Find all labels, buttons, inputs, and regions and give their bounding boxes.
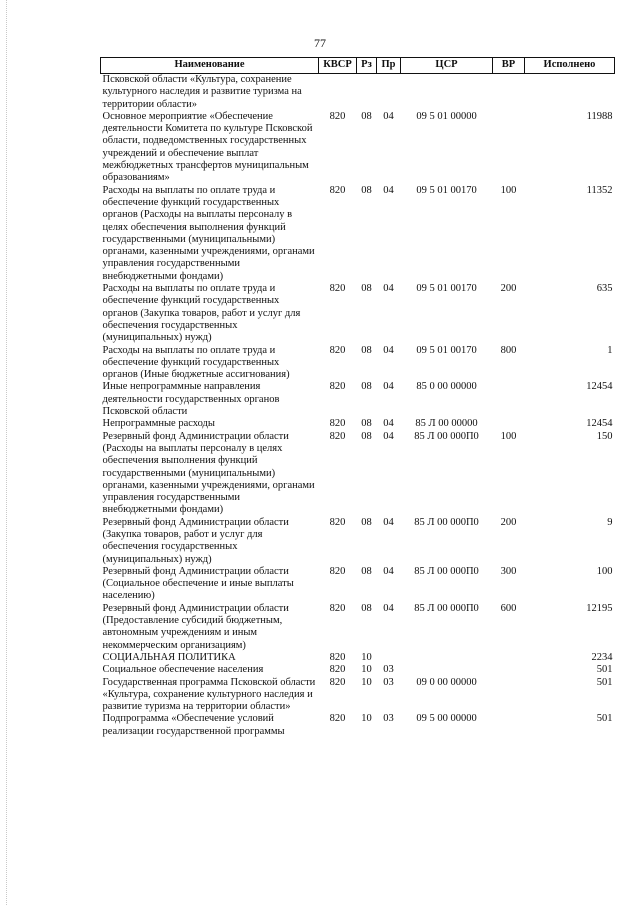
cell-pr: 04 — [383, 565, 394, 577]
cell-csr: 09 5 00 00000 — [416, 713, 477, 725]
cell-rz: 10 — [361, 664, 372, 676]
cell-csr: 09 5 01 00170 — [416, 184, 477, 196]
cell-kvsr: 820 — [329, 651, 346, 663]
cell-csr: 85 Л 00 000П0 — [414, 516, 479, 528]
cell-vr — [493, 74, 525, 111]
cell-rz: 08 — [361, 516, 372, 528]
cell-name: Социальное обеспечение населения — [102, 664, 264, 676]
cell-name: Расходы на выплаты по оплате труда и обеспечение функций государственных органов (Расходы на выплаты персоналу в целях обеспечения выполнения функций государственными (муниципальными) органами, казенными учреждениями, органами управления государственными внебюджетными фондами) — [102, 184, 315, 282]
cell-name: Резервный фонд Администрации области (Социальное обеспечение и иные выплаты населению) — [102, 565, 294, 602]
cell-csr: 85 Л 00 000П0 — [414, 602, 479, 614]
cell-csr: 85 Л 00 000П0 — [414, 430, 479, 442]
cell-pr: 04 — [383, 430, 394, 442]
cell-done: 12195 — [586, 602, 613, 614]
cell-name: Резервный фонд Администрации области (Предоставление субсидий бюджетным, автономным учреждениям и иным некоммерческим организациям) — [102, 602, 289, 651]
header-kvsr: КВСР — [319, 58, 357, 74]
cell-done: 100 — [596, 565, 613, 577]
cell-vr: 100 — [500, 430, 517, 442]
table-row — [101, 677, 615, 714]
table-row — [101, 652, 615, 664]
cell-csr — [401, 652, 493, 664]
cell-done: 635 — [596, 283, 613, 295]
cell-name: Расходы на выплаты по оплате труда и обеспечение функций государственных органов (Иные бюджетные ассигнования) — [102, 344, 290, 381]
cell-rz: 10 — [361, 676, 372, 688]
cell-kvsr: 820 — [329, 516, 346, 528]
cell-csr: 85 Л 00 000П0 — [414, 565, 479, 577]
cell-vr: 300 — [500, 565, 517, 577]
cell-pr: 04 — [383, 344, 394, 356]
cell-pr: 03 — [383, 676, 394, 688]
cell-done — [525, 74, 615, 111]
cell-vr — [493, 677, 525, 714]
table-row — [101, 74, 615, 111]
cell-rz: 08 — [361, 184, 372, 196]
cell-rz — [357, 74, 377, 111]
cell-name: Иные непрограммные направления деятельности государственных органов Псковской области — [102, 381, 280, 418]
cell-done: 501 — [596, 664, 613, 676]
table-row — [101, 566, 615, 603]
header-rz: Рз — [357, 58, 377, 74]
cell-kvsr: 820 — [329, 184, 346, 196]
cell-rz: 08 — [361, 565, 372, 577]
cell-done: 501 — [596, 713, 613, 725]
budget-table — [100, 57, 615, 738]
cell-csr: 09 5 01 00000 — [416, 110, 477, 122]
cell-kvsr: 820 — [329, 602, 346, 614]
cell-done: 11352 — [586, 184, 613, 196]
cell-kvsr: 820 — [329, 418, 346, 430]
cell-done: 501 — [596, 676, 613, 688]
cell-done: 2234 — [591, 651, 613, 663]
cell-vr — [493, 111, 525, 185]
cell-rz: 08 — [361, 110, 372, 122]
table-row — [101, 517, 615, 566]
cell-done: 11988 — [586, 110, 613, 122]
cell-vr: 600 — [500, 602, 517, 614]
cell-csr: 09 5 01 00170 — [416, 283, 477, 295]
cell-vr: 800 — [500, 344, 517, 356]
cell-vr: 200 — [500, 283, 517, 295]
cell-kvsr: 820 — [329, 110, 346, 122]
cell-kvsr: 820 — [329, 344, 346, 356]
page-number: 77 — [314, 36, 326, 50]
cell-name: Расходы на выплаты по оплате труда и обеспечение функций государственных органов (Закупка товаров, работ и услуг для обеспечения государственных (муниципальных) нужд) — [102, 283, 301, 344]
table-row — [101, 713, 615, 738]
cell-done: 1 — [607, 344, 613, 356]
cell-csr — [401, 74, 493, 111]
cell-vr — [493, 381, 525, 418]
table-row — [101, 418, 615, 430]
table-row — [101, 111, 615, 185]
cell-done: 150 — [596, 430, 613, 442]
cell-rz: 10 — [361, 713, 372, 725]
table-row — [101, 431, 615, 517]
cell-vr — [493, 713, 525, 738]
cell-pr: 04 — [383, 283, 394, 295]
cell-name: Государственная программа Псковской области «Культура, сохранение культурного наследия и развитие туризма на территории области» — [102, 676, 316, 713]
cell-rz: 08 — [361, 344, 372, 356]
cell-vr — [493, 418, 525, 430]
table-row — [101, 345, 615, 382]
cell-name: Непрограммные расходы — [102, 418, 215, 430]
header-name: Наименование — [101, 58, 319, 74]
cell-vr — [493, 664, 525, 676]
cell-vr — [493, 652, 525, 664]
cell-done: 12454 — [586, 418, 613, 430]
header-done: Исполнено — [525, 58, 615, 74]
cell-kvsr: 820 — [329, 676, 346, 688]
cell-csr: 09 5 01 00170 — [416, 344, 477, 356]
cell-kvsr: 820 — [329, 283, 346, 295]
cell-pr: 04 — [383, 418, 394, 430]
cell-csr: 85 0 00 00000 — [416, 381, 477, 393]
cell-kvsr — [319, 74, 357, 111]
cell-pr: 04 — [383, 516, 394, 528]
cell-kvsr: 820 — [329, 713, 346, 725]
cell-vr: 200 — [500, 516, 517, 528]
cell-done: 9 — [607, 516, 613, 528]
cell-rz: 08 — [361, 381, 372, 393]
table-row — [101, 381, 615, 418]
cell-pr — [377, 652, 401, 664]
scan-edge-line — [6, 0, 7, 905]
table-row — [101, 283, 615, 344]
cell-csr: 85 Л 00 00000 — [415, 418, 478, 430]
cell-csr: 09 0 00 00000 — [416, 676, 477, 688]
cell-name: СОЦИАЛЬНАЯ ПОЛИТИКА — [102, 651, 236, 663]
cell-rz: 10 — [361, 651, 372, 663]
table-row — [101, 664, 615, 676]
table-header-row — [101, 58, 615, 74]
header-pr: Пр — [377, 58, 401, 74]
cell-pr: 04 — [383, 110, 394, 122]
header-vr: ВР — [493, 58, 525, 74]
cell-rz: 08 — [361, 430, 372, 442]
cell-name: Основное мероприятие «Обеспечение деятельности Комитета по культуре Псковской области, подведомственных государственных учреждений и обеспечение выплат межбюджетных трансфертов муниципальным образованиям» — [102, 110, 313, 184]
cell-pr — [377, 74, 401, 111]
cell-kvsr: 820 — [329, 430, 346, 442]
cell-pr: 03 — [383, 664, 394, 676]
cell-name: Псковской области «Культура, сохранение культурного наследия и развитие туризма на территории области» — [102, 74, 302, 110]
cell-csr — [401, 664, 493, 676]
cell-pr: 04 — [383, 184, 394, 196]
header-csr: ЦСР — [401, 58, 493, 74]
cell-pr: 04 — [383, 381, 394, 393]
cell-kvsr: 820 — [329, 565, 346, 577]
cell-name: Подпрограмма «Обеспечение условий реализации государственной программы — [102, 713, 285, 737]
cell-pr: 04 — [383, 602, 394, 614]
cell-name: Резервный фонд Администрации области (Закупка товаров, работ и услуг для обеспечения государственных (муниципальных) нужд) — [102, 516, 289, 565]
cell-kvsr: 820 — [329, 664, 346, 676]
cell-kvsr: 820 — [329, 381, 346, 393]
cell-pr: 03 — [383, 713, 394, 725]
cell-name: Резервный фонд Администрации области (Расходы на выплаты персоналу в целях обеспечения выполнения функций государственными (муниципальными) органами, казенными учреждениями, органами управления государственными внебюджетными фондами) — [102, 430, 315, 516]
cell-done: 12454 — [586, 381, 613, 393]
cell-rz: 08 — [361, 283, 372, 295]
cell-rz: 08 — [361, 418, 372, 430]
table-row — [101, 185, 615, 283]
cell-rz: 08 — [361, 602, 372, 614]
table-row — [101, 603, 615, 652]
cell-vr: 100 — [500, 184, 517, 196]
